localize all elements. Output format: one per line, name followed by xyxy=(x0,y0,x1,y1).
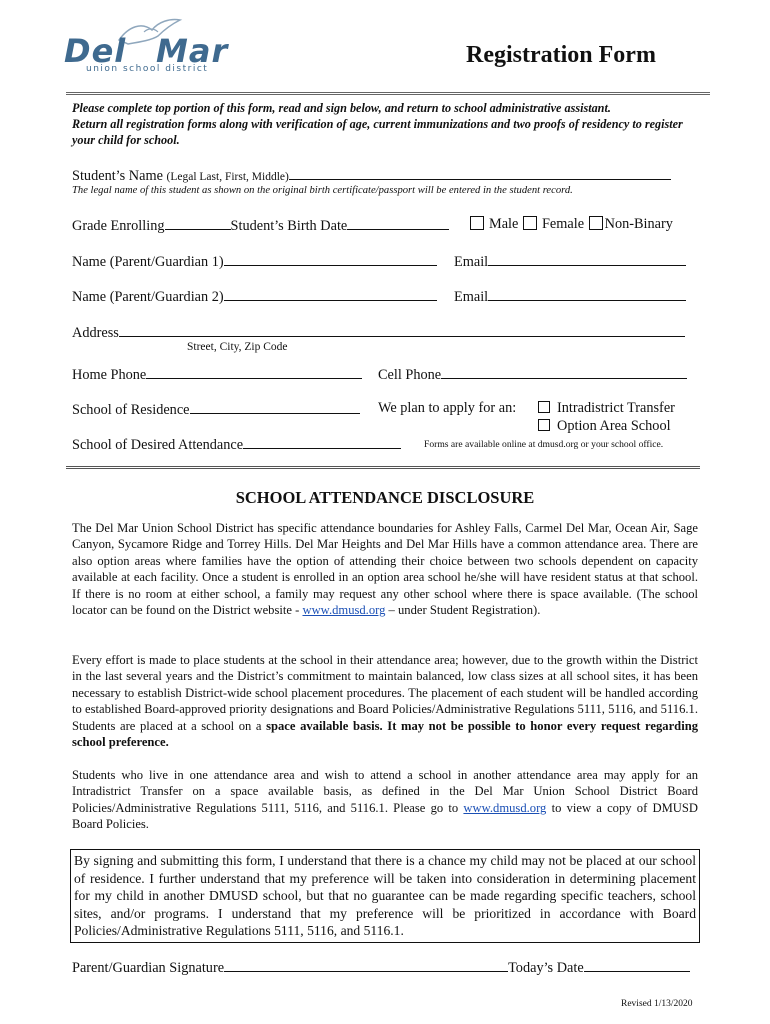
male-label: Male xyxy=(489,216,519,232)
dmusd-link-1[interactable]: www.dmusd.org xyxy=(302,603,386,618)
parent1-field[interactable] xyxy=(224,252,437,266)
instructions-line-1: Please complete top portion of this form, read and sign below, and return to school administrative assistant. xyxy=(72,101,611,115)
legal-name-note: The legal name of this student as shown on the original birth certificate/passport will be entered in the student record. xyxy=(72,185,573,196)
signature-field[interactable] xyxy=(224,958,508,972)
grade-label: Grade Enrolling xyxy=(72,218,165,234)
student-name-field[interactable] xyxy=(289,166,671,180)
header-divider xyxy=(66,92,710,95)
date-field[interactable] xyxy=(584,958,690,972)
section-divider xyxy=(66,466,700,469)
email2-row xyxy=(454,287,686,306)
desired-field[interactable] xyxy=(243,435,401,449)
option-area-option xyxy=(538,418,671,435)
disclosure-p1-tail: – under Student Registration). xyxy=(385,603,541,618)
intradistrict-checkbox[interactable] xyxy=(538,401,550,413)
cell-phone-row xyxy=(378,365,687,384)
email1-row xyxy=(454,252,686,271)
address-row xyxy=(72,323,685,342)
intradistrict-label: Intradistrict Transfer xyxy=(557,400,675,416)
birth-date-label: Student’s Birth Date xyxy=(230,218,348,234)
gender-options xyxy=(470,216,673,233)
forms-note: Forms are available online at dmusd.org or your school office. xyxy=(424,439,664,450)
email2-label: Email xyxy=(454,289,489,305)
instructions-line-2: Return all registration forms along with verification of age, current immunizations and two proofs of residency to register your child for school. xyxy=(72,117,683,147)
acknowledgement-box: By signing and submitting this form, I understand that there is a chance my child may not be placed at our school of residence. I further understand that my preference will be taken into consideration in determining placement for my child in another DMUSD school, but that no guarantee can be made regarding specific teachers, school sites, and/or programs. I understand that my preference will be prioritized in accordance with Board Policies/Administrative Regulations 5111, 5116, and 5116.1. xyxy=(70,849,700,943)
address-field[interactable] xyxy=(119,323,685,337)
email1-field[interactable] xyxy=(488,252,686,266)
female-label: Female xyxy=(541,216,585,232)
disclosure-p2-bold: space available basis. It may not be possible to honor every request regarding school preference. xyxy=(72,718,698,750)
signature-row xyxy=(72,958,690,977)
disclosure-p3-tail: to view a copy of DMUSD Board Policies. xyxy=(72,800,698,832)
home-phone-field[interactable] xyxy=(146,365,362,379)
instructions xyxy=(72,100,702,148)
disclosure-p1-text: The Del Mar Union School District has specific attendance boundaries for Ashley Falls, Carmel Del Mar, Ocean Air, Sage Canyon, Sycamore Ridge and Torrey Hills. Del Mar Heights and Del Mar Hills have a common attendance area. There are also option areas where families have the option of attending their choice between two schools dependent on capacity available at each facility. Once a student is enrolled in an option area school he/she will have resident status at that school. If there is no room at either school, a family may request any other school where there is space available. (The school locator can be found on the District website - xyxy=(72,521,698,618)
desired-label: School of Desired Attendance xyxy=(72,437,244,453)
dmusd-link-2[interactable]: www.dmusd.org xyxy=(463,800,547,815)
email1-label: Email xyxy=(454,254,489,270)
residence-label: School of Residence xyxy=(72,402,190,418)
page-title: Registration Form xyxy=(466,42,656,68)
address-label: Address xyxy=(72,325,119,341)
apply-label: We plan to apply for an: xyxy=(378,400,517,416)
email2-field[interactable] xyxy=(488,287,686,301)
disclosure-paragraph-2 xyxy=(72,652,698,750)
address-hint: Street, City, Zip Code xyxy=(187,341,288,353)
nonbinary-label: Non-Binary xyxy=(604,216,673,232)
signature-label: Parent/Guardian Signature xyxy=(72,960,225,976)
parent2-label: Name (Parent/Guardian 2) xyxy=(72,289,224,305)
disclosure-heading: SCHOOL ATTENDANCE DISCLOSURE xyxy=(235,488,535,507)
district-logo xyxy=(64,18,239,80)
logo-word-del: Del xyxy=(64,32,127,70)
parent1-label: Name (Parent/Guardian 1) xyxy=(72,254,224,270)
disclosure-p2-text: Every effort is made to place students at the school in their attendance area; however, due to the growth within the District in the last several years and the District’s commitment to maintain balanced, low class sizes at all school sites, it has been necessary to establish District-wide school placement procedures. The placement of each student will be handled according to established Board-approved priority designations and Board Policies/Administrative Regulations 5111, 5116, and 5116.1. Students are placed at a school on a xyxy=(72,653,698,733)
birth-date-field[interactable] xyxy=(347,216,449,230)
residence-row xyxy=(72,400,360,419)
grade-field[interactable] xyxy=(165,216,231,230)
logo-subtitle: union school district xyxy=(86,64,209,74)
option-area-checkbox[interactable] xyxy=(538,419,550,431)
female-checkbox[interactable] xyxy=(523,216,537,230)
logo-word-mar: Mar xyxy=(156,32,229,70)
disclosure-p3-text: Students who live in one attendance area and wish to attend a school in another attendance area may apply for an Intradistrict Transfer on a space available basis, as defined in the Del Mar Union School District Board Policies/Administrative Regulations 5111, 5116, and 5116.1. Please go to xyxy=(72,768,698,815)
grade-row xyxy=(72,216,449,235)
disclosure-paragraph-1 xyxy=(72,520,698,618)
home-phone-row xyxy=(72,365,362,384)
parent2-row xyxy=(72,287,437,306)
nonbinary-checkbox[interactable] xyxy=(589,216,603,230)
option-area-label: Option Area School xyxy=(557,418,671,434)
disclosure-paragraph-3 xyxy=(72,767,698,833)
cell-phone-field[interactable] xyxy=(441,365,687,379)
home-phone-label: Home Phone xyxy=(72,367,147,383)
date-label: Today’s Date xyxy=(508,960,584,976)
revision-footer: Revised 1/13/2020 xyxy=(621,999,693,1009)
student-name-hint: (Legal Last, First, Middle) xyxy=(166,171,289,183)
residence-field[interactable] xyxy=(190,400,360,414)
male-checkbox[interactable] xyxy=(470,216,484,230)
intradistrict-option xyxy=(538,400,675,417)
desired-row xyxy=(72,435,401,454)
student-name-label: Student’s Name xyxy=(72,168,163,184)
student-name-row xyxy=(72,166,671,185)
parent2-field[interactable] xyxy=(224,287,437,301)
parent1-row xyxy=(72,252,437,271)
cell-phone-label: Cell Phone xyxy=(378,367,442,383)
